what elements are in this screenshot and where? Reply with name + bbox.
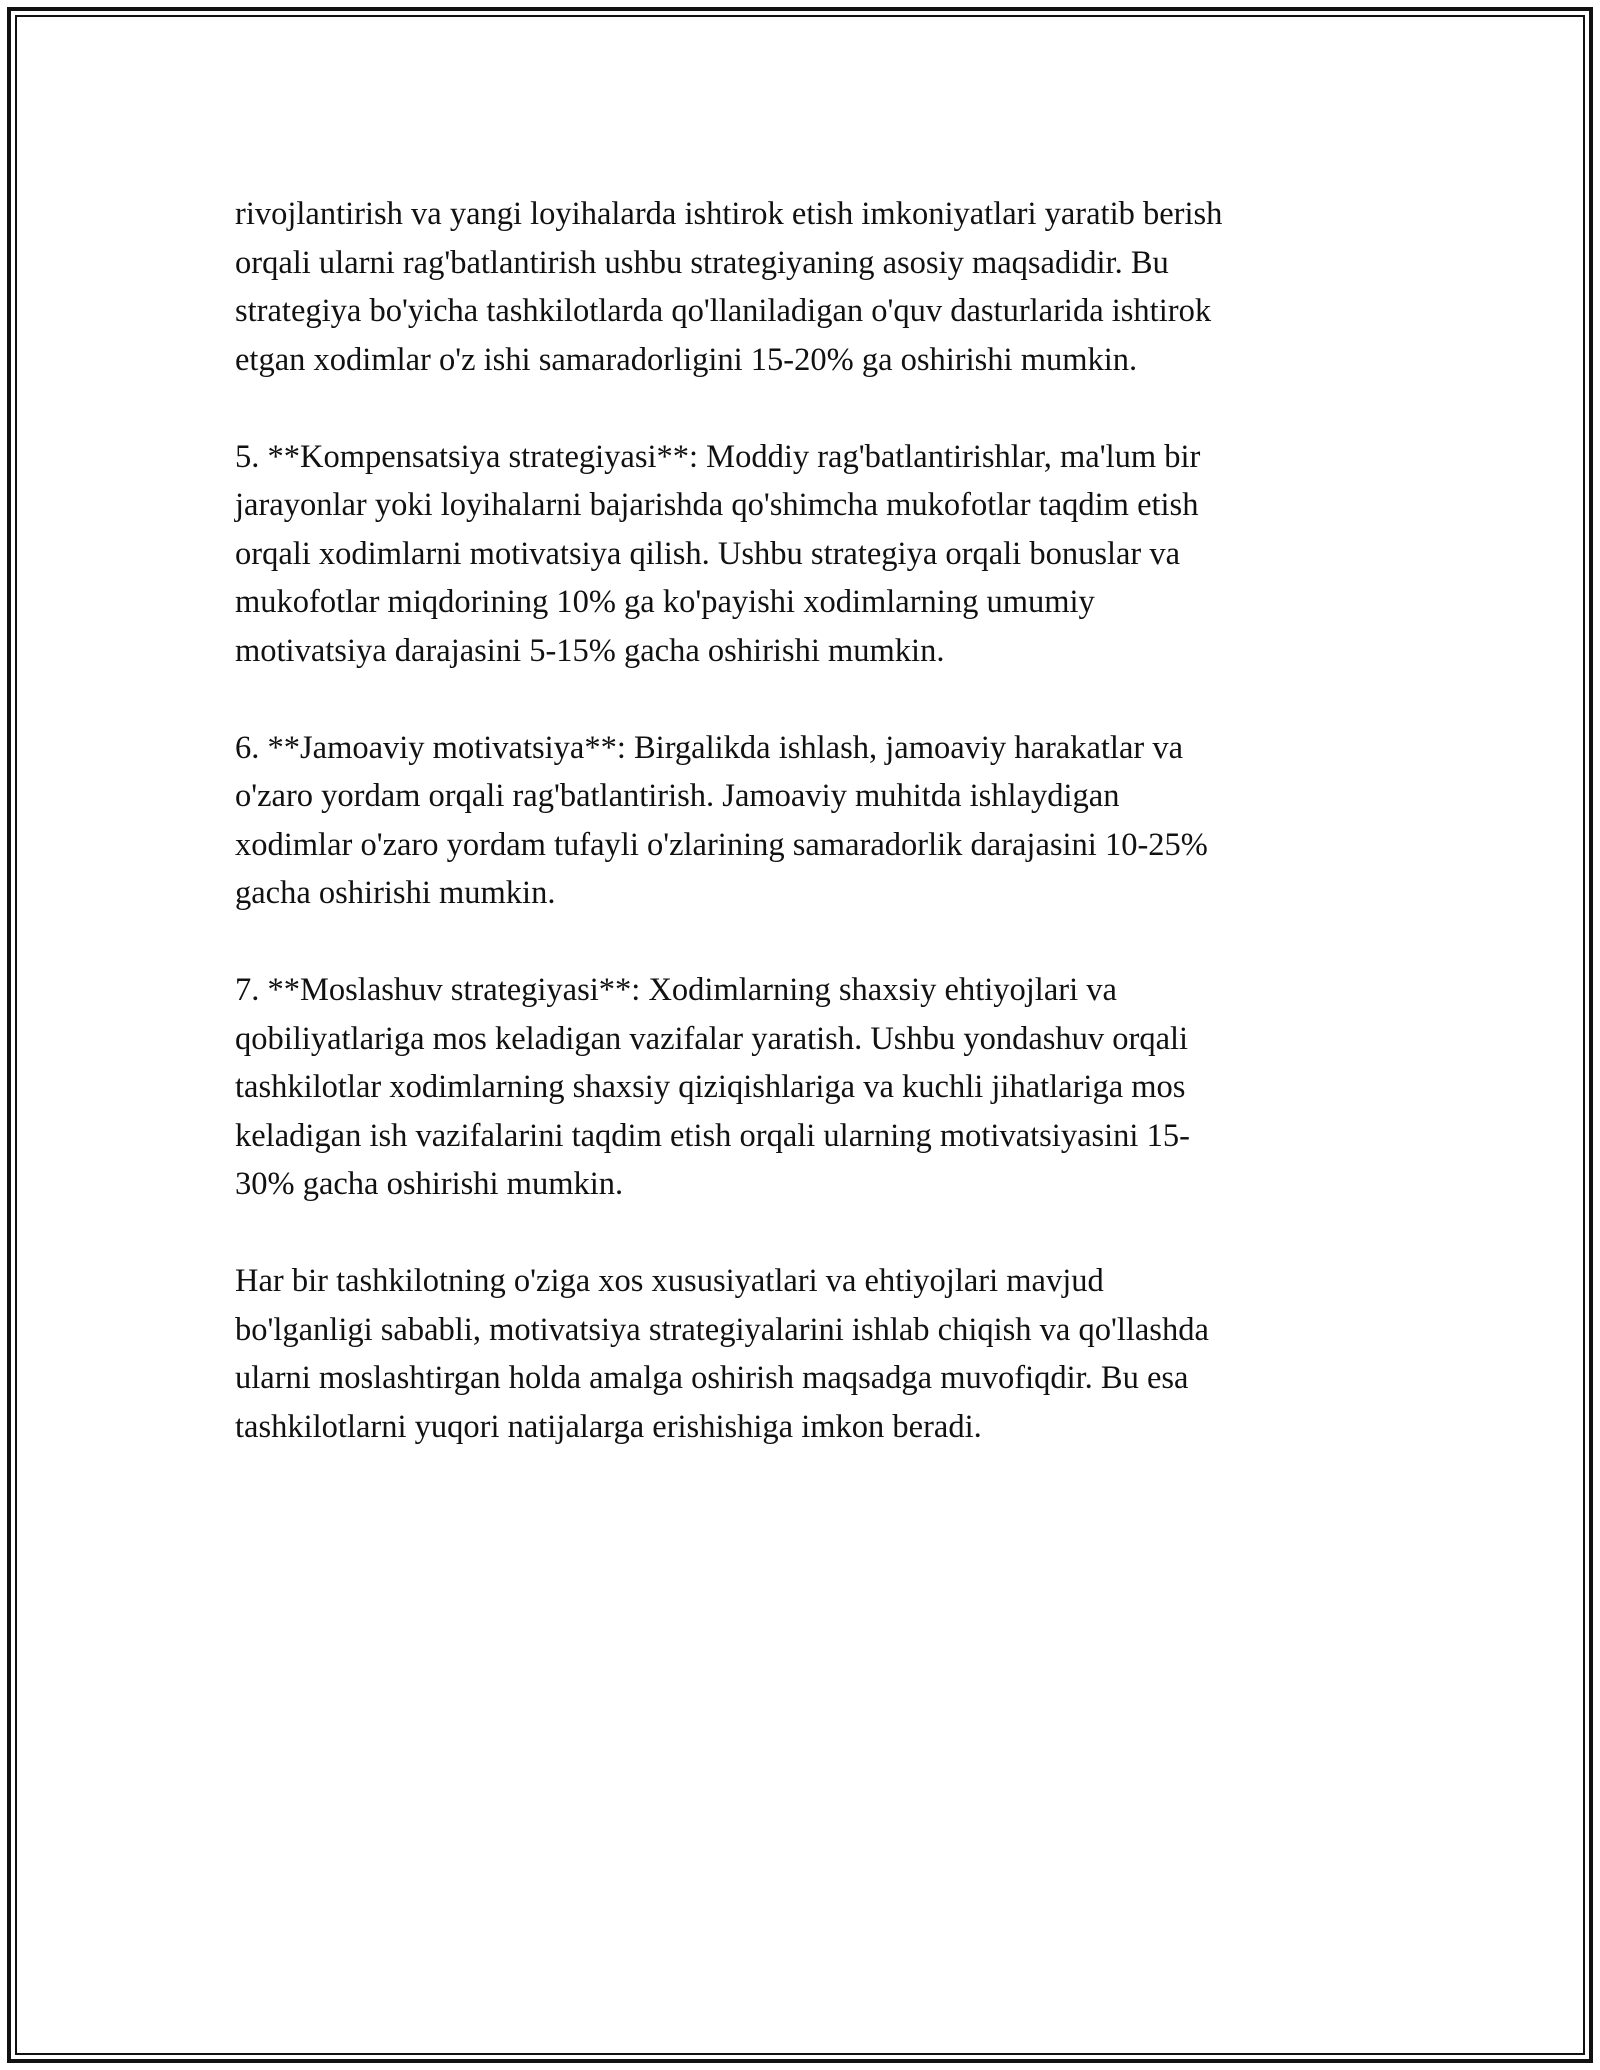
document-body bbox=[235, 190, 1365, 1500]
text-line: orqali xodimlarni motivatsiya qilish. Ushbu strategiya orqali bonuslar va bbox=[235, 535, 1181, 572]
text-line: rivojlantirish va yangi loyihalarda ishtirok etish imkoniyatlari yaratib berish bbox=[235, 196, 1223, 232]
paragraph-conclusion bbox=[235, 1257, 1365, 1451]
text-line: 6. **Jamoaviy motivatsiya**: Birgalikda ishlash, jamoaviy harakatlar va bbox=[235, 729, 1184, 766]
text-line: mukofotlar miqdorining 10% ga ko'payishi xodimlarning umumiy bbox=[235, 584, 1095, 620]
text-line: o'zaro yordam orqali rag'batlantirish. Jamoaviy muhitda ishlaydigan bbox=[235, 778, 1120, 814]
text-line: jarayonlar yoki loyihalarni bajarishda qo'shimcha mukofotlar taqdim etish bbox=[235, 487, 1199, 523]
text-line: qobiliyatlariga mos keladigan vazifalar yaratish. Ushbu yondashuv orqali bbox=[235, 1020, 1189, 1057]
text-line: tashkilotlarni yuqori natijalarga erishishiga imkon beradi. bbox=[235, 1408, 982, 1445]
text-line: 7. **Moslashuv strategiyasi**: Xodimlarning shaxsiy ehtiyojlari va bbox=[235, 972, 1117, 1008]
paragraph-item-5 bbox=[235, 433, 1365, 676]
paragraph-continuation bbox=[235, 190, 1365, 384]
text-line: 30% gacha oshirishi mumkin. bbox=[235, 1166, 624, 1202]
text-line: bo'lganligi sababli, motivatsiya strategiyalarini ishlab chiqish va qo'llashda bbox=[235, 1311, 1209, 1348]
text-line: tashkilotlar xodimlarning shaxsiy qiziqishlariga va kuchli jihatlariga mos bbox=[235, 1069, 1186, 1105]
text-line: motivatsiya darajasini 5-15% gacha oshirishi mumkin. bbox=[235, 632, 945, 669]
text-line: orqali ularni rag'batlantirish ushbu strategiyaning asosiy maqsadidir. Bu bbox=[235, 244, 1169, 281]
text-line: etgan xodimlar o'z ishi samaradorligini 15-20% ga oshirishi mumkin. bbox=[235, 341, 1138, 378]
paragraph-item-6 bbox=[235, 724, 1365, 918]
text-line: keladigan ish vazifalarini taqdim etish orqali ularning motivatsiyasini 15- bbox=[235, 1117, 1190, 1154]
text-line: 5. **Kompensatsiya strategiyasi**: Moddiy rag'batlantirishlar, ma'lum bir bbox=[235, 438, 1201, 475]
text-line: xodimlar o'zaro yordam tufayli o'zlarining samaradorlik darajasini 10-25% bbox=[235, 826, 1208, 863]
text-line: Har bir tashkilotning o'ziga xos xususiyatlari va ehtiyojlari mavjud bbox=[235, 1263, 1104, 1299]
paragraph-item-7 bbox=[235, 966, 1365, 1209]
text-line: ularni moslashtirgan holda amalga oshirish maqsadga muvofiqdir. Bu esa bbox=[235, 1360, 1189, 1396]
text-line: strategiya bo'yicha tashkilotlarda qo'llaniladigan o'quv dasturlarida ishtirok bbox=[235, 293, 1212, 329]
text-line: gacha oshirishi mumkin. bbox=[235, 875, 556, 911]
